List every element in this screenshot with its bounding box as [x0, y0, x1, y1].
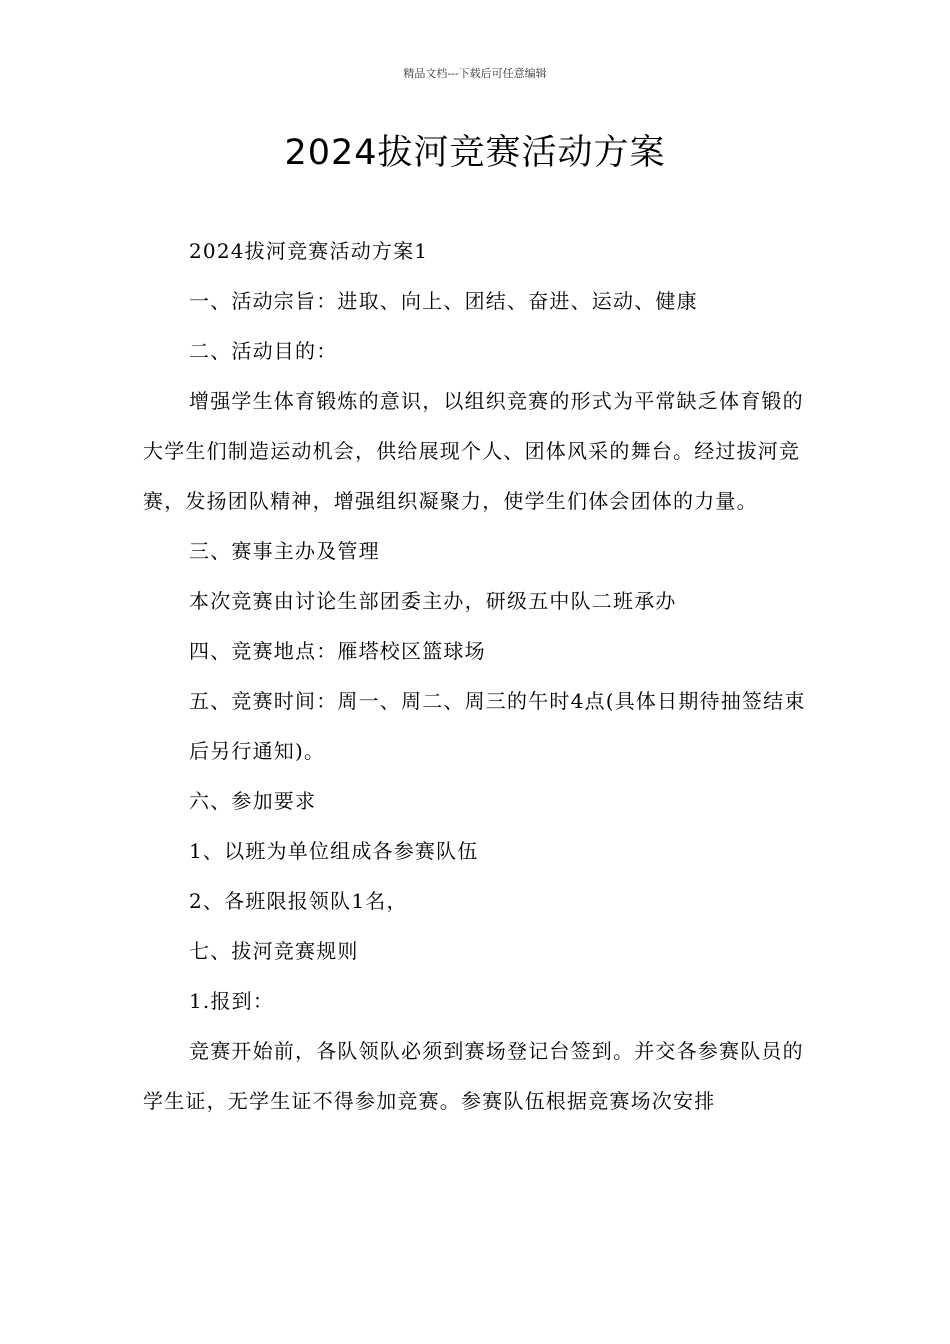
document-title: 2024拔河竞赛活动方案 [284, 133, 666, 173]
paragraph: 二、活动目的： [189, 339, 338, 363]
paragraph: 七、拔河竞赛规则 [189, 939, 359, 963]
section-heading: 2024拔河竞赛活动方案1 [189, 239, 429, 263]
paragraph: 后另行通知)。 [189, 739, 326, 763]
paragraph: 竞赛开始前，各队领队必须到赛场登记台签到。并交各参赛队员的学生证，无学生证不得参加竞赛。参赛队伍根据竞赛场次安排 [143, 1039, 804, 1113]
header-note: 精品文档---下载后可任意编辑 [403, 67, 547, 80]
paragraph: 1、以班为单位组成各参赛队伍 [189, 839, 479, 863]
paragraph: 六、参加要求 [189, 789, 317, 813]
paragraph: 1.报到： [189, 989, 275, 1013]
paragraph: 五、竞赛时间：周一、周二、周三的午时4点(具体日期待抽签结束 [189, 689, 806, 713]
paragraph: 本次竞赛由讨论生部团委主办，研级五中队二班承办 [189, 589, 677, 613]
paragraph: 增强学生体育锻炼的意识，以组织竞赛的形式为平常缺乏体育锻的大学生们制造运动机会，供给展现个人、团体风采的舞台。经过拔河竞赛，发扬团队精神，增强组织凝聚力，使学生们体会团体的力量。 [143, 389, 804, 513]
paragraph: 三、赛事主办及管理 [189, 539, 380, 563]
document-body [143, 226, 808, 1126]
paragraph: 2、各班限报领队1名， [189, 889, 408, 913]
paragraph: 四、竞赛地点：雁塔校区篮球场 [189, 639, 486, 663]
paragraph: 一、活动宗旨：进取、向上、团结、奋进、运动、健康 [189, 289, 698, 313]
